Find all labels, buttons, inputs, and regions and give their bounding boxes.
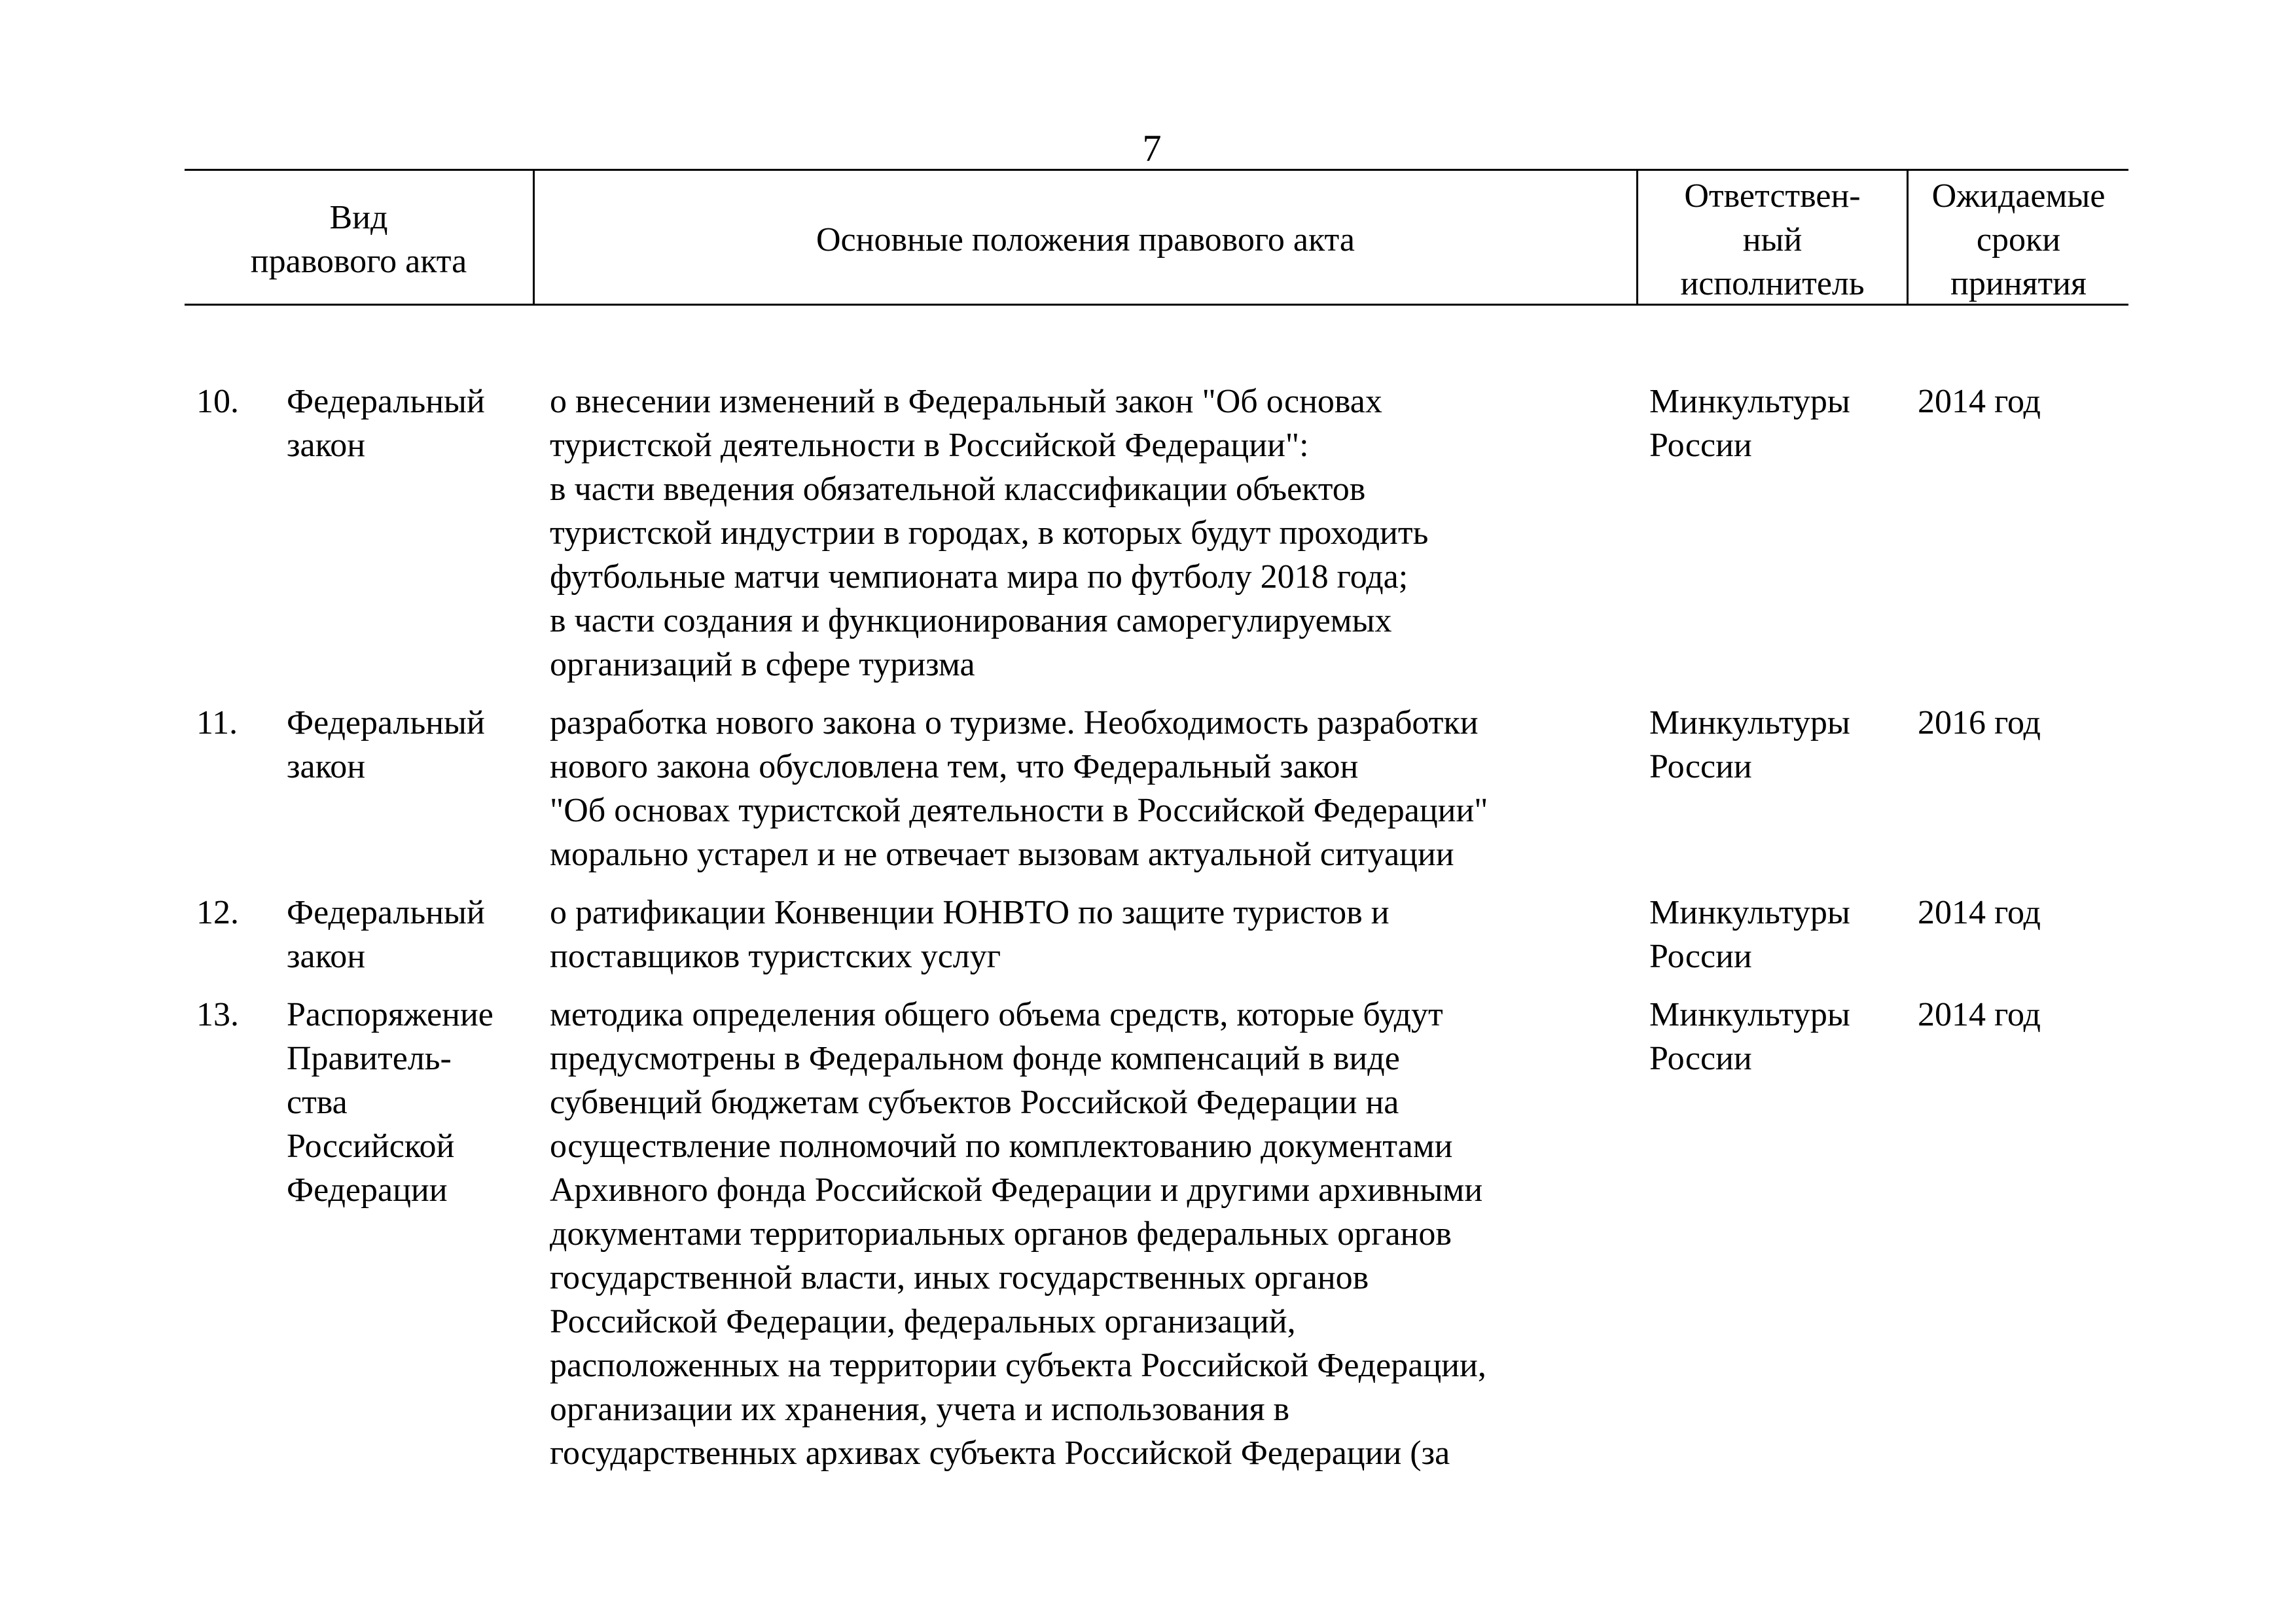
table-row [0, 891, 2296, 978]
act-provisions: о внесении изменений в Федеральный закон "Об основах туристской деятельности в Российской Федерации": в части введения обязательной классификации объектов туристской индустрии в городах, в которых будут проходить футбольные матчи чемпионата мира по футболу 2018 года; в части создания и функционирования саморегулируемых организаций в сфере туризма [550, 383, 1429, 683]
row-number: 11. [196, 704, 238, 741]
expected-deadline: 2014 год [1918, 894, 2041, 931]
page-number: 7 [1142, 127, 1162, 169]
responsible-executor: Минкультуры России [1649, 383, 1850, 464]
act-provisions: о ратификации Конвенции ЮНВТО по защите туристов и поставщиков туристских услуг [550, 894, 1390, 975]
header-provisions: Основные положения правового акта [816, 221, 1355, 259]
act-type: Распоряжение Правитель- ства Российской Федерации [287, 996, 493, 1209]
act-provisions: методика определения общего объема средств, которые будут предусмотрены в Федеральном фонде компенсаций в виде субвенций бюджетам субъектов Российской Федерации на осуществление полномочий по комплектованию документами Архивного фонда Российской Федерации и другими архивными документами территориальных органов федеральных органов государственной власти, иных государственных органов Российской Федерации, федеральных организаций, расположенных на территории субъекта Российской Федерации, организации их хранения, учета и использования в государственных архивах субъекта Российской Федерации (за [550, 996, 1486, 1472]
act-type: Федеральный закон [287, 894, 485, 975]
act-provisions: разработка нового закона о туризме. Необходимость разработки нового закона обусловлена тем, что Федеральный закон "Об основах туристской деятельности в Российской Федерации" морально устарел и не отвечает вызовам актуальной ситуации [550, 704, 1488, 873]
table-row [0, 380, 2296, 687]
header-act-type: Вид правового акта [250, 199, 467, 280]
responsible-executor: Минкультуры России [1649, 704, 1850, 785]
row-number: 12. [196, 894, 239, 931]
expected-deadline: 2016 год [1918, 704, 2041, 741]
header-deadline: Ожидаемые сроки принятия [1931, 177, 2106, 302]
expected-deadline: 2014 год [1918, 383, 2041, 420]
table-body [0, 380, 2296, 1489]
act-type: Федеральный закон [287, 704, 485, 785]
row-number: 13. [196, 996, 239, 1033]
header-responsible: Ответствен- ный исполнитель [1680, 177, 1865, 302]
responsible-executor: Минкультуры России [1649, 894, 1850, 975]
responsible-executor: Минкультуры России [1649, 996, 1850, 1077]
table-header-top-rule [185, 169, 2128, 171]
expected-deadline: 2014 год [1918, 996, 2041, 1033]
act-type: Федеральный закон [287, 383, 485, 464]
table-row [0, 701, 2296, 876]
table-header-bottom-rule [185, 304, 2128, 306]
row-number: 10. [196, 383, 239, 420]
table-row [0, 993, 2296, 1475]
